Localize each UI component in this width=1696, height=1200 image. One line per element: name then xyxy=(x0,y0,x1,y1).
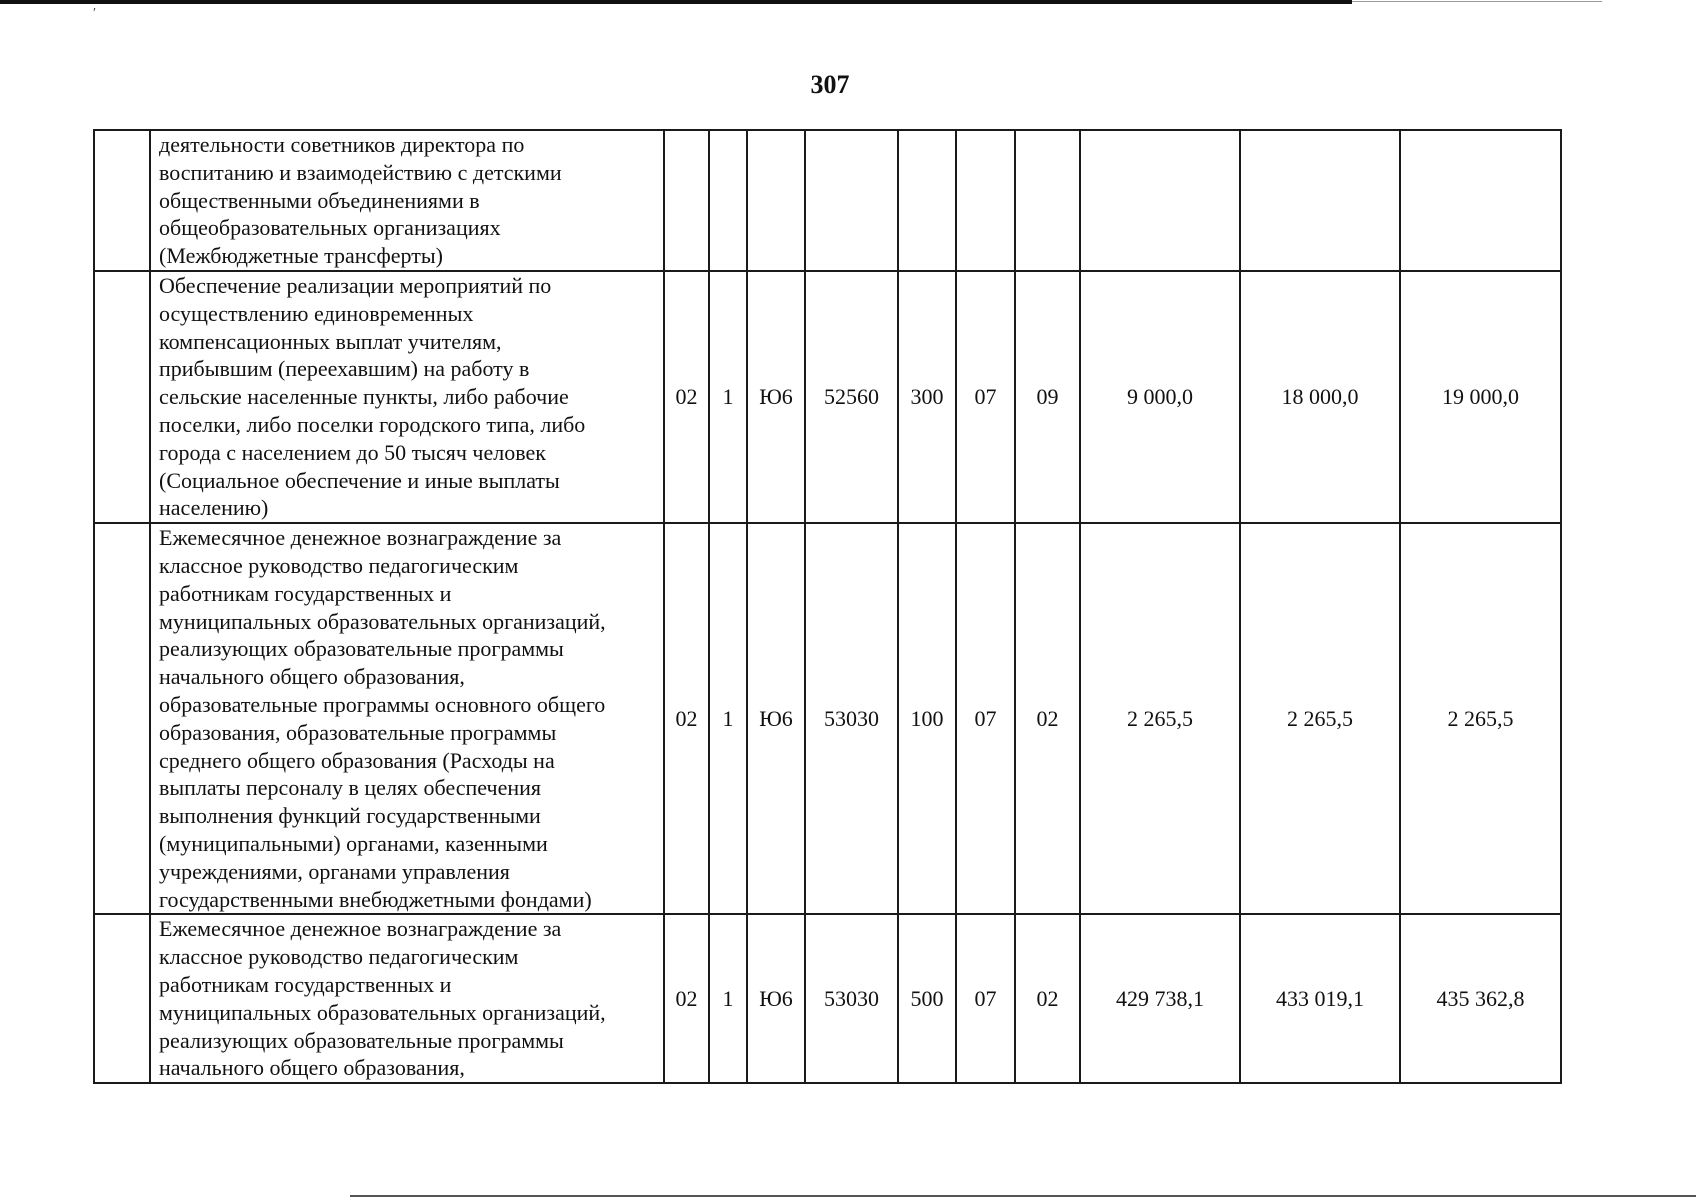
amount-year2-cell xyxy=(1240,130,1400,271)
top-border-line-thin xyxy=(1352,1,1602,2)
amount-year1-cell xyxy=(1080,130,1240,271)
expense-type-cell: 500 xyxy=(898,914,956,1083)
description-cell xyxy=(150,523,664,914)
project-code-cell: Ю6 xyxy=(747,914,805,1083)
direction-code-cell: 53030 xyxy=(805,914,898,1083)
table-row xyxy=(94,914,1561,1083)
description-line: классное руководство педагогическим xyxy=(159,552,519,578)
subprogram-code-cell: 1 xyxy=(709,271,747,523)
top-border-line xyxy=(0,0,1352,4)
description-line: выплаты персоналу в целях обеспечения xyxy=(159,775,542,801)
budget-table-body xyxy=(94,130,1561,1083)
program-code-cell: 02 xyxy=(664,271,709,523)
description-line: реализующих образовательные программы xyxy=(159,1027,564,1053)
description-line: реализующих образовательные программы xyxy=(159,636,564,662)
budget-table xyxy=(93,129,1562,1084)
description-line: Ежемесячное денежное вознаграждение за xyxy=(159,916,562,942)
amount-year3-cell: 435 362,8 xyxy=(1400,914,1561,1083)
description-line: осуществлению единовременных xyxy=(159,300,474,326)
description-line: работникам государственных и xyxy=(159,971,452,997)
description-line: государственными внебюджетными фондами) xyxy=(159,886,592,912)
section-code-cell: 07 xyxy=(956,271,1015,523)
description-line: Ежемесячное денежное вознаграждение за xyxy=(159,525,562,551)
amount-year3-cell xyxy=(1400,130,1561,271)
section-code-cell: 07 xyxy=(956,523,1015,914)
description-line: общеобразовательных организациях xyxy=(159,215,501,241)
project-code-cell: Ю6 xyxy=(747,271,805,523)
bottom-border-line xyxy=(350,1195,1696,1197)
expense-type-cell xyxy=(898,130,956,271)
description-line: образовательные программы основного общего xyxy=(159,691,606,717)
amount-year1-cell: 2 265,5 xyxy=(1080,523,1240,914)
expense-type-cell: 300 xyxy=(898,271,956,523)
program-code-cell: 02 xyxy=(664,914,709,1083)
section-code-cell: 07 xyxy=(956,914,1015,1083)
row-number-cell xyxy=(94,523,150,914)
program-code-cell: 02 xyxy=(664,523,709,914)
amount-year3-cell: 19 000,0 xyxy=(1400,271,1561,523)
description-line: поселки, либо поселки городского типа, либо xyxy=(159,411,586,437)
description-line: (Социальное обеспечение и иные выплаты xyxy=(159,467,560,493)
subprogram-code-cell: 1 xyxy=(709,914,747,1083)
description-line: воспитанию и взаимодействию с детскими xyxy=(159,159,562,185)
description-line: муниципальных образовательных организаций, xyxy=(159,999,606,1025)
description-line: (Межбюджетные трансферты) xyxy=(159,243,443,269)
description-cell xyxy=(150,271,664,523)
subsection-code-cell: 02 xyxy=(1015,523,1080,914)
description-line: Обеспечение реализации мероприятий по xyxy=(159,272,552,298)
description-line: общественными объединениями в xyxy=(159,187,480,213)
subsection-code-cell: 09 xyxy=(1015,271,1080,523)
amount-year2-cell: 433 019,1 xyxy=(1240,914,1400,1083)
row-number-cell xyxy=(94,130,150,271)
amount-year1-cell: 429 738,1 xyxy=(1080,914,1240,1083)
amount-year2-cell: 18 000,0 xyxy=(1240,271,1400,523)
direction-code-cell: 52560 xyxy=(805,271,898,523)
description-line: сельские населенные пункты, либо рабочие xyxy=(159,384,569,410)
amount-year2-cell: 2 265,5 xyxy=(1240,523,1400,914)
description-line: выполнения функций государственными xyxy=(159,803,541,829)
subprogram-code-cell xyxy=(709,130,747,271)
description-line: компенсационных выплат учителям, xyxy=(159,328,502,354)
page-number: 307 xyxy=(810,70,850,99)
description-line: муниципальных образовательных организаций, xyxy=(159,608,606,634)
description-line: деятельности советников директора по xyxy=(159,132,525,157)
table-row xyxy=(94,523,1561,914)
direction-code-cell: 53030 xyxy=(805,523,898,914)
program-code-cell xyxy=(664,130,709,271)
description-line: работникам государственных и xyxy=(159,580,452,606)
amount-year1-cell: 9 000,0 xyxy=(1080,271,1240,523)
project-code-cell xyxy=(747,130,805,271)
row-number-cell xyxy=(94,914,150,1083)
description-cell xyxy=(150,130,664,271)
description-line: образования, образовательные программы xyxy=(159,719,557,745)
expense-type-cell: 100 xyxy=(898,523,956,914)
description-line: среднего общего образования (Расходы на xyxy=(159,747,555,773)
description-cell xyxy=(150,914,664,1083)
section-code-cell xyxy=(956,130,1015,271)
description-line: учреждениями, органами управления xyxy=(159,858,510,884)
subprogram-code-cell: 1 xyxy=(709,523,747,914)
description-line: начального общего образования, xyxy=(159,1055,465,1081)
description-line: населению) xyxy=(159,495,269,521)
scan-mark: ′ xyxy=(93,6,97,21)
direction-code-cell xyxy=(805,130,898,271)
description-line: прибывшим (переехавшим) на работу в xyxy=(159,356,530,382)
subsection-code-cell: 02 xyxy=(1015,914,1080,1083)
description-line: (муниципальными) органами, казенными xyxy=(159,830,548,856)
description-line: начального общего образования, xyxy=(159,664,465,690)
table-row xyxy=(94,271,1561,523)
description-line: классное руководство педагогическим xyxy=(159,944,519,970)
row-number-cell xyxy=(94,271,150,523)
description-line: города с населением до 50 тысяч человек xyxy=(159,439,546,465)
amount-year3-cell: 2 265,5 xyxy=(1400,523,1561,914)
subsection-code-cell xyxy=(1015,130,1080,271)
project-code-cell: Ю6 xyxy=(747,523,805,914)
table-row xyxy=(94,130,1561,271)
